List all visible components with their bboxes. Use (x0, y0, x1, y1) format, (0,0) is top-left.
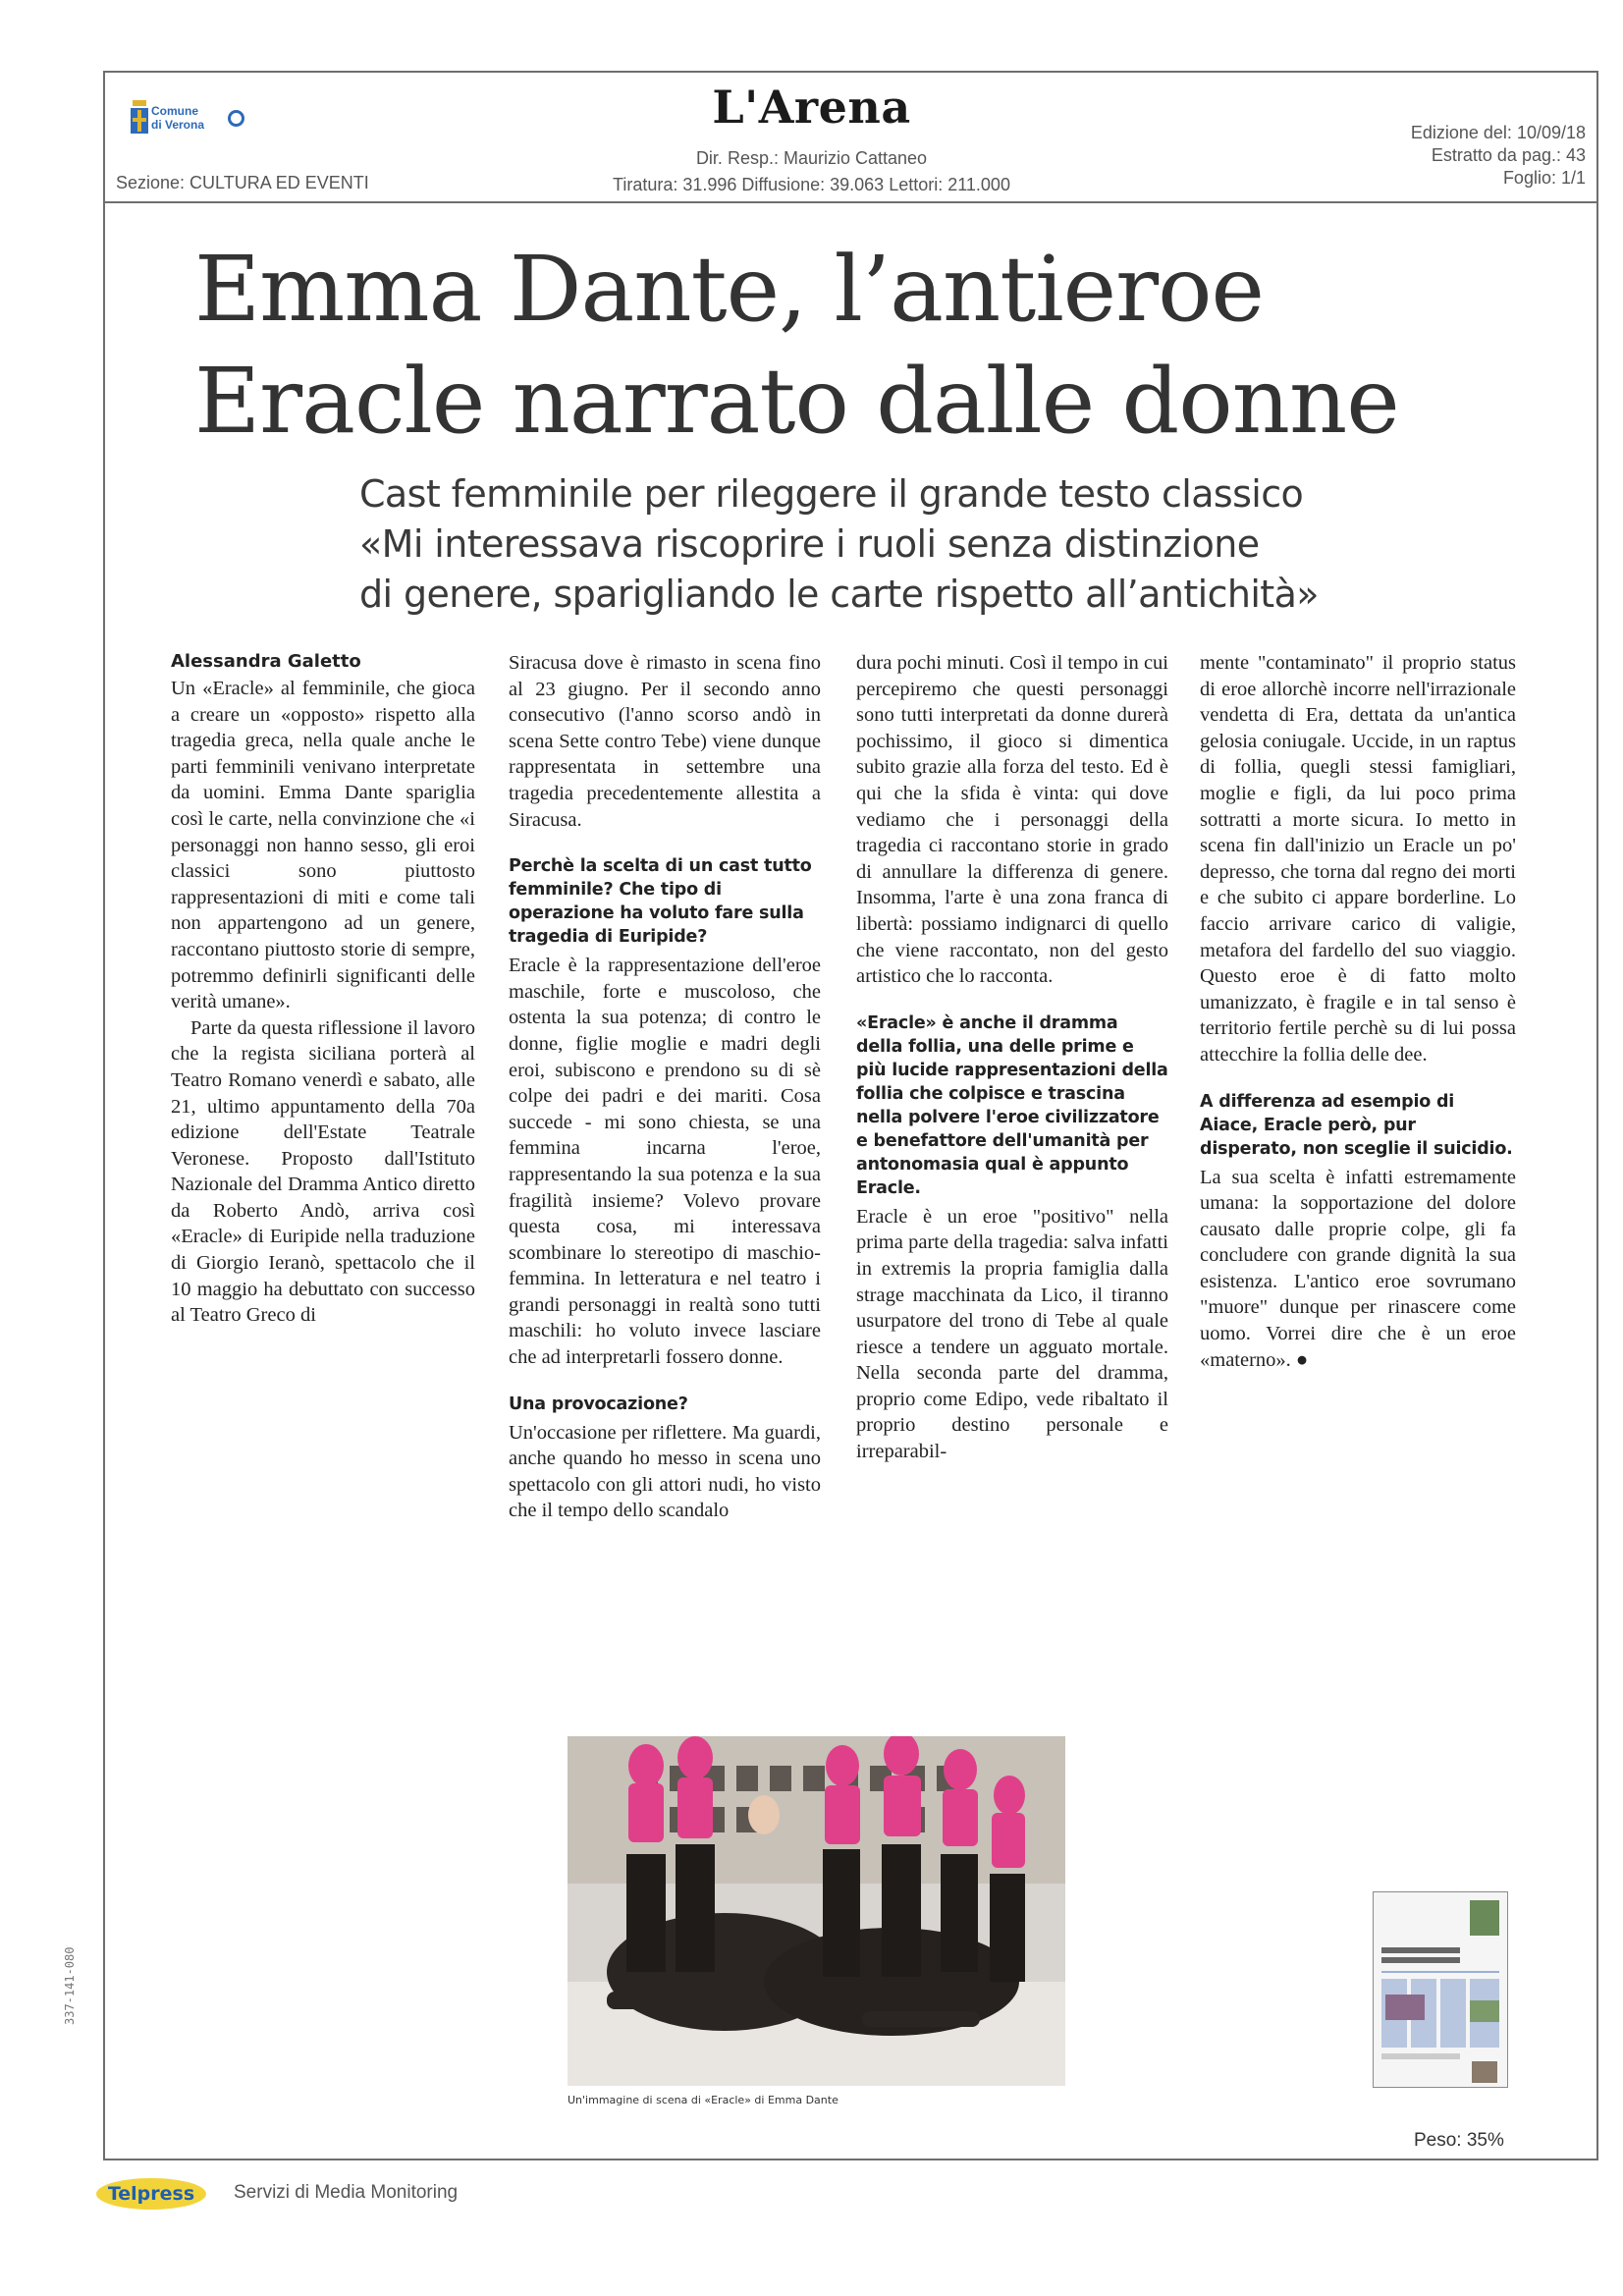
interview-answer-2: Un'occasione per riflettere. Ma guardi, anche quando ho messo in scena uno spettacolo con gli attori nudi, ho visto che il tempo dello scandalo (509, 1421, 821, 1522)
header-divider (105, 201, 1596, 203)
interview-answer-1: Eracle è la rappresentazione dell'eroe maschile, forte e muscoloso, che ostenta la sua potenza; di contro le donne, figlie moglie e madri degli eroi, subiscono e prendono su di sè colpe dei padri e dei mariti. Cosa succede - mi sono chiesta, se una femmina incarna l'eroe, rappresentando la sua potenza e la sua fragilità insieme? Volevo provare questa cosa, mi interessava scombinare lo stereotipo di maschio-femmina. In letteratura e nel teatro i grandi personaggi in realtà sono tutti maschili: ho voluto invece lasciare che ad interpretarli fossero donne. (509, 955, 821, 1369)
page-extract: Estratto da pag.: 43 (1431, 145, 1586, 165)
newspaper-masthead: L'Arena (712, 81, 911, 134)
article-subhead (359, 469, 1319, 620)
interview-question-4: A differenza ad esempio di Aiace, Eracle però, pur disperato, non sceglie il suicidio. (1200, 1091, 1513, 1159)
column-1-paragraph-1: Un «Eracle» al femminile, che gioca a creare un «opposto» rispetto alla tragedia greca, nella quale anche le parti femminili venivano interpretate da uomini. Emma Dante sparigliа così le carte, nella convinzione che «i personaggi non hanno sesso, gli eroi classici sono piuttosto rappresentazioni di miti e come tali non appartengono ad un genere, raccontano piuttosto storie di sempre, potremmo definirli significanti delle verità umane». (171, 678, 475, 1013)
circulation-line: Tiratura: 31.996 Diffusione: 39.063 Lettori: 211.000 (613, 175, 1010, 194)
column-3-paragraph-1: dura pochi minuti. Così il tempo in cui percepiremo che questi personaggi sono tutti interpretati da donne durerà pochissimo, il gioco si dimentica subito grazie alla forza del testo. Ed è qui che la sfida è vinta: qui dove vediamo che i personaggi della tragedia ci raccontano storie in grado di annullare la differenza di genere. Insomma, l'arte è una zona franca di libertà: possiamo indignarci di quello che viene raccontato, non del gesto artistico che lo racconta. (856, 652, 1168, 988)
subhead-line-3: di genere, sparigliando le carte rispetto all’antichità» (359, 573, 1319, 616)
page-thumbnail (1373, 1891, 1508, 2088)
document-code: 337-141-080 (63, 1946, 77, 2025)
interview-answer-4: La sua scelta è infatti estremamente umana: la sopportazione del dolore causato dalle proprie colpe, gli fa concludere con grande dignità la sua esistenza. L'antico eroe sovrumano "muore" dunque per rinascere come uomo. Vorrei dire che è un eroe «materno». ● (1200, 1166, 1516, 1371)
section-label: Sezione: CULTURA ED EVENTI (116, 173, 369, 192)
headline-line-2: Eracle narrato dalle donne (194, 349, 1399, 454)
telpress-logo (93, 2172, 209, 2212)
sheet-number: Foglio: 1/1 (1502, 168, 1586, 188)
edition-date: Edizione del: 10/09/18 (1410, 123, 1586, 142)
comune-logo-text: Comune di Verona (151, 104, 205, 132)
stage-photo (568, 1736, 1065, 2086)
column-1-paragraph-2: Parte da questa riflessione il lavoro che la regista siciliana porterà al Teatro Romano venerdì e sabato, alle 21, ultimo appuntamento della 70a edizione dell'Estate Teatrale Veronese. Proposto dall'Istituto Nazionale del Dramma Antico diretto da Roberto Andò, arriva così «Eracle» di Euripide nella traduzione di Giorgio Ieranò, spettacolo che il 10 maggio ha debuttato con successo al Teatro Greco di (171, 1016, 475, 1327)
byline: Alessandra Galetto (171, 651, 361, 672)
article-column-2 (509, 650, 821, 1524)
media-monitoring-label: Servizi di Media Monitoring (234, 2182, 459, 2203)
interview-answer-3: Eracle è un eroe "positivo" nella prima parte della tragedia: salva infatti in extremis la propria famiglia dalla strage macchinata da Lico, il tiranno usurpatore del trono di Tebe al quale riesce a tendere un agguato mortale. Nella seconda parte del dramma, proprio come Edipo, vede ribaltato il proprio destino personale e irreparabil- (856, 1205, 1168, 1463)
headline-line-1: Emma Dante, l’antieroe (194, 237, 1264, 342)
director-line: Dir. Resp.: Maurizio Cattaneo (695, 148, 928, 168)
subhead-line-1: Cast femminile per rileggere il grande testo classico (359, 472, 1304, 516)
article-headline (194, 234, 1399, 458)
subhead-line-2: «Mi interessava riscoprire i ruoli senza distinzione (359, 522, 1260, 566)
article-column-4 (1200, 650, 1516, 1373)
article-column-1 (171, 650, 475, 1329)
interview-question-3: «Eracle» è anche il dramma della follia, una delle prime e più lucide rappresentazioni della follia che colpisce e trascina nella polvere l'eroe civilizzatore e benefattore dell'umanità per antonomasia qual è appunto Eracle. (856, 1012, 1168, 1198)
interview-question-1: Perchè la scelta di un cast tutto femminile? Che tipo di operazione ha voluto fare sulla tragedia di Euripide? (509, 856, 812, 948)
interview-question-2: Una provocazione? (509, 1394, 688, 1414)
weight-label: Peso: 35% (1414, 2130, 1504, 2151)
telpress-logo-text: Telpress (107, 2183, 195, 2205)
edition-info (1411, 122, 1586, 190)
article-column-3 (856, 650, 1168, 1465)
column-2-paragraph-1: Siracusa dove è rimasto in scena fino al 23 giugno. Per il secondo anno consecutivo (l'anno scorso andò in scena Sette contro Tebe) viene dunque rappresentata in settembre una tragedia precedentemente allestita a Siracusa. (509, 652, 821, 831)
photo-caption: Un'immagine di scena di «Eracle» di Emma Dante (568, 2094, 839, 2106)
column-4-paragraph-1: mente "contaminato" il proprio status di eroe allorchè incorre nell'irrazionale vendetta di Era, dettata da un'antica gelosia coniugale. Uccide, in un raptus di follia, quegli stessi famigliari, moglie e figli, da lui poco prima sottratti a morte sicura. Io metto in scena fin dall'inizio un Eracle un po' depresso, che torna dal regno dei morti e che subito ci appare borderline. Lo faccio arrivare carico di valigie, metafora del fardello del suo viaggio. Questo eroe è di fatto molto umanizzato, è fragile e in tal senso è territorio fertile perchè su di lui possa attecchire la follia delle dee. (1200, 652, 1516, 1066)
